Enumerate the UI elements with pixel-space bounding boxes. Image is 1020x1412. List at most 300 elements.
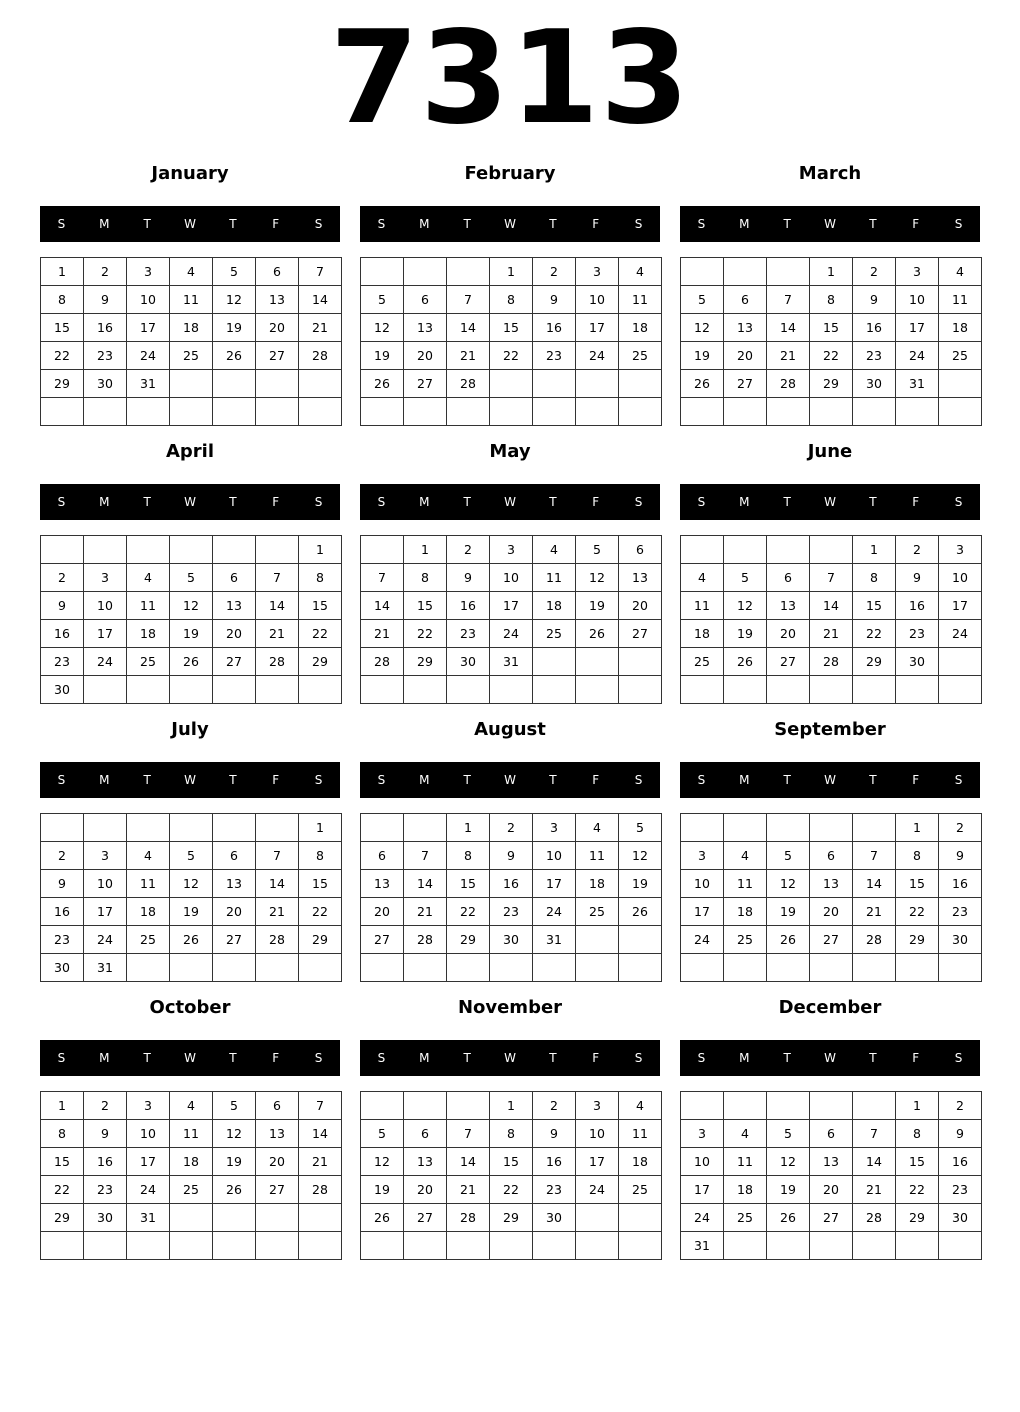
empty-cell xyxy=(213,676,256,704)
day-cell: 8 xyxy=(896,842,939,870)
day-cell: 29 xyxy=(853,648,896,676)
day-cell: 4 xyxy=(170,1092,213,1120)
week-row xyxy=(41,286,342,314)
day-cell: 21 xyxy=(299,314,342,342)
weekday-label: S xyxy=(697,495,706,509)
day-cell: 29 xyxy=(896,926,939,954)
day-cell: 14 xyxy=(853,870,896,898)
empty-cell xyxy=(127,954,170,982)
day-cell: 4 xyxy=(939,258,982,286)
day-grid xyxy=(360,813,662,982)
month-name: June xyxy=(807,441,853,462)
day-cell: 15 xyxy=(299,870,342,898)
day-cell: 27 xyxy=(256,1176,299,1204)
weekday-label: W xyxy=(184,217,196,231)
day-cell: 8 xyxy=(447,842,490,870)
day-cell: 24 xyxy=(939,620,982,648)
day-cell: 17 xyxy=(84,620,127,648)
day-cell: 27 xyxy=(361,926,404,954)
day-cell: 19 xyxy=(170,898,213,926)
day-grid xyxy=(40,257,342,426)
day-cell: 11 xyxy=(724,870,767,898)
week-row xyxy=(41,536,342,564)
day-cell: 24 xyxy=(127,1176,170,1204)
day-cell: 28 xyxy=(299,1176,342,1204)
weekday-label: S xyxy=(377,1051,386,1065)
week-row xyxy=(41,564,342,592)
empty-cell xyxy=(256,398,299,426)
day-cell: 7 xyxy=(299,258,342,286)
week-row xyxy=(361,564,662,592)
weekday-label: M xyxy=(419,1051,430,1065)
day-cell: 8 xyxy=(490,1120,533,1148)
day-cell: 31 xyxy=(896,370,939,398)
day-cell: 14 xyxy=(404,870,447,898)
day-cell: 23 xyxy=(939,898,982,926)
day-cell: 2 xyxy=(490,814,533,842)
week-row xyxy=(361,620,662,648)
day-cell: 28 xyxy=(299,342,342,370)
day-cell: 13 xyxy=(724,314,767,342)
week-row xyxy=(361,314,662,342)
day-cell: 21 xyxy=(361,620,404,648)
empty-cell xyxy=(361,1232,404,1260)
weekday-label: T xyxy=(463,1051,471,1065)
week-row xyxy=(681,954,982,982)
weekday-label: T xyxy=(143,217,151,231)
day-cell: 23 xyxy=(533,1176,576,1204)
day-cell: 29 xyxy=(299,648,342,676)
day-cell: 22 xyxy=(41,342,84,370)
week-row xyxy=(361,814,662,842)
day-cell: 15 xyxy=(41,314,84,342)
weekday-header xyxy=(680,484,980,520)
weekday-label: T xyxy=(143,1051,151,1065)
week-row xyxy=(41,1204,342,1232)
empty-cell xyxy=(619,954,662,982)
day-cell: 16 xyxy=(84,314,127,342)
week-row xyxy=(681,342,982,370)
day-cell: 28 xyxy=(256,648,299,676)
week-row xyxy=(681,926,982,954)
day-cell: 1 xyxy=(490,258,533,286)
day-cell: 13 xyxy=(810,870,853,898)
day-cell: 30 xyxy=(41,676,84,704)
day-cell: 4 xyxy=(619,1092,662,1120)
month-name: May xyxy=(489,441,531,462)
day-cell: 12 xyxy=(213,1120,256,1148)
empty-cell xyxy=(681,258,724,286)
day-cell: 15 xyxy=(447,870,490,898)
week-row xyxy=(681,370,982,398)
empty-cell xyxy=(170,398,213,426)
day-cell: 29 xyxy=(404,648,447,676)
month-name: December xyxy=(778,997,882,1018)
weekday-header xyxy=(40,484,340,520)
day-cell: 25 xyxy=(619,1176,662,1204)
weekday-label: T xyxy=(463,217,471,231)
day-cell: 27 xyxy=(767,648,810,676)
day-cell: 24 xyxy=(127,342,170,370)
day-cell: 1 xyxy=(896,1092,939,1120)
weekday-label: F xyxy=(272,773,280,787)
week-row xyxy=(681,536,982,564)
month-name: August xyxy=(474,719,546,740)
empty-cell xyxy=(256,814,299,842)
day-cell: 28 xyxy=(853,1204,896,1232)
weekday-label: S xyxy=(57,217,66,231)
day-cell: 23 xyxy=(490,898,533,926)
day-cell: 25 xyxy=(533,620,576,648)
week-row xyxy=(41,676,342,704)
day-cell: 20 xyxy=(810,898,853,926)
day-cell: 23 xyxy=(84,342,127,370)
day-cell: 10 xyxy=(576,1120,619,1148)
day-cell: 3 xyxy=(681,842,724,870)
weekday-label: S xyxy=(314,1051,323,1065)
day-cell: 25 xyxy=(724,1204,767,1232)
empty-cell xyxy=(619,370,662,398)
day-cell: 2 xyxy=(447,536,490,564)
day-cell: 26 xyxy=(576,620,619,648)
week-row xyxy=(41,592,342,620)
day-cell: 8 xyxy=(896,1120,939,1148)
empty-cell xyxy=(490,954,533,982)
week-row xyxy=(361,954,662,982)
week-row xyxy=(361,370,662,398)
empty-cell xyxy=(404,1232,447,1260)
empty-cell xyxy=(576,676,619,704)
weekday-label: S xyxy=(634,217,643,231)
day-cell: 9 xyxy=(939,842,982,870)
empty-cell xyxy=(810,1092,853,1120)
empty-cell xyxy=(170,370,213,398)
weekday-label: S xyxy=(697,1051,706,1065)
day-cell: 22 xyxy=(404,620,447,648)
weekday-label: T xyxy=(229,1051,237,1065)
day-cell: 27 xyxy=(213,648,256,676)
day-cell: 14 xyxy=(256,870,299,898)
week-row xyxy=(41,870,342,898)
day-cell: 21 xyxy=(447,1176,490,1204)
day-cell: 2 xyxy=(853,258,896,286)
day-cell: 16 xyxy=(939,870,982,898)
day-cell: 9 xyxy=(490,842,533,870)
empty-cell xyxy=(681,954,724,982)
day-cell: 29 xyxy=(299,926,342,954)
day-cell: 30 xyxy=(490,926,533,954)
day-cell: 16 xyxy=(533,314,576,342)
day-cell: 17 xyxy=(896,314,939,342)
empty-cell xyxy=(810,398,853,426)
day-cell: 22 xyxy=(299,898,342,926)
day-cell: 30 xyxy=(447,648,490,676)
weekday-label: M xyxy=(419,217,430,231)
day-cell: 11 xyxy=(170,286,213,314)
day-cell: 6 xyxy=(767,564,810,592)
day-grid xyxy=(680,1091,982,1260)
day-cell: 9 xyxy=(533,286,576,314)
day-cell: 8 xyxy=(299,842,342,870)
week-row xyxy=(361,398,662,426)
day-cell: 6 xyxy=(724,286,767,314)
weekday-header xyxy=(40,206,340,242)
empty-cell xyxy=(84,536,127,564)
day-cell: 7 xyxy=(299,1092,342,1120)
day-cell: 2 xyxy=(84,1092,127,1120)
empty-cell xyxy=(170,814,213,842)
weekday-label: M xyxy=(739,217,750,231)
weekday-header xyxy=(680,206,980,242)
day-cell: 21 xyxy=(767,342,810,370)
empty-cell xyxy=(853,676,896,704)
day-cell: 10 xyxy=(681,1148,724,1176)
day-cell: 12 xyxy=(361,314,404,342)
week-row xyxy=(361,1176,662,1204)
empty-cell xyxy=(939,954,982,982)
day-cell: 27 xyxy=(256,342,299,370)
day-cell: 20 xyxy=(213,620,256,648)
day-cell: 13 xyxy=(213,592,256,620)
empty-cell xyxy=(724,954,767,982)
day-cell: 17 xyxy=(490,592,533,620)
empty-cell xyxy=(41,814,84,842)
day-cell: 2 xyxy=(533,258,576,286)
month-name: January xyxy=(151,163,229,184)
weekday-label: W xyxy=(184,495,196,509)
day-cell: 6 xyxy=(213,564,256,592)
empty-cell xyxy=(213,954,256,982)
day-cell: 3 xyxy=(939,536,982,564)
empty-cell xyxy=(404,814,447,842)
day-cell: 28 xyxy=(404,926,447,954)
weekday-label: F xyxy=(912,773,920,787)
day-cell: 19 xyxy=(724,620,767,648)
empty-cell xyxy=(404,676,447,704)
month-name: February xyxy=(464,163,556,184)
day-cell: 11 xyxy=(619,1120,662,1148)
empty-cell xyxy=(84,676,127,704)
day-cell: 7 xyxy=(256,842,299,870)
day-cell: 1 xyxy=(896,814,939,842)
day-cell: 5 xyxy=(361,1120,404,1148)
weekday-label: S xyxy=(954,495,963,509)
day-cell: 5 xyxy=(213,1092,256,1120)
day-cell: 5 xyxy=(767,842,810,870)
day-cell: 7 xyxy=(853,1120,896,1148)
empty-cell xyxy=(576,1204,619,1232)
weekday-label: S xyxy=(954,1051,963,1065)
day-cell: 15 xyxy=(41,1148,84,1176)
day-cell: 9 xyxy=(84,286,127,314)
weekday-label: S xyxy=(377,773,386,787)
day-cell: 16 xyxy=(447,592,490,620)
day-grid xyxy=(40,813,342,982)
day-cell: 22 xyxy=(896,1176,939,1204)
day-cell: 7 xyxy=(447,1120,490,1148)
day-cell: 29 xyxy=(810,370,853,398)
month-name: March xyxy=(798,163,862,184)
empty-cell xyxy=(361,258,404,286)
weekday-header xyxy=(680,1040,980,1076)
week-row xyxy=(361,1232,662,1260)
empty-cell xyxy=(84,1232,127,1260)
week-row xyxy=(681,398,982,426)
day-cell: 18 xyxy=(533,592,576,620)
day-cell: 12 xyxy=(767,870,810,898)
weekday-label: F xyxy=(912,217,920,231)
day-cell: 6 xyxy=(404,286,447,314)
weekday-label: T xyxy=(143,495,151,509)
day-cell: 16 xyxy=(896,592,939,620)
empty-cell xyxy=(127,398,170,426)
empty-cell xyxy=(853,398,896,426)
day-cell: 30 xyxy=(84,370,127,398)
day-cell: 23 xyxy=(447,620,490,648)
empty-cell xyxy=(724,258,767,286)
day-cell: 22 xyxy=(810,342,853,370)
weekday-label: W xyxy=(504,773,516,787)
day-cell: 14 xyxy=(361,592,404,620)
day-cell: 1 xyxy=(853,536,896,564)
day-cell: 10 xyxy=(127,1120,170,1148)
day-cell: 9 xyxy=(84,1120,127,1148)
empty-cell xyxy=(361,676,404,704)
day-cell: 10 xyxy=(127,286,170,314)
day-cell: 10 xyxy=(84,592,127,620)
day-cell: 22 xyxy=(41,1176,84,1204)
day-cell: 24 xyxy=(576,342,619,370)
day-cell: 18 xyxy=(170,1148,213,1176)
weekday-label: M xyxy=(419,495,430,509)
weekday-label: M xyxy=(739,773,750,787)
day-cell: 16 xyxy=(41,898,84,926)
empty-cell xyxy=(447,258,490,286)
day-cell: 20 xyxy=(404,1176,447,1204)
week-row xyxy=(41,842,342,870)
week-row xyxy=(361,286,662,314)
day-cell: 25 xyxy=(127,648,170,676)
day-cell: 7 xyxy=(256,564,299,592)
day-cell: 9 xyxy=(41,870,84,898)
day-cell: 21 xyxy=(810,620,853,648)
empty-cell xyxy=(939,648,982,676)
day-cell: 4 xyxy=(681,564,724,592)
day-cell: 25 xyxy=(619,342,662,370)
day-cell: 2 xyxy=(939,814,982,842)
day-cell: 13 xyxy=(404,1148,447,1176)
day-cell: 30 xyxy=(939,926,982,954)
empty-cell xyxy=(724,536,767,564)
week-row xyxy=(681,898,982,926)
day-cell: 29 xyxy=(447,926,490,954)
day-cell: 21 xyxy=(853,1176,896,1204)
weekday-label: T xyxy=(549,495,557,509)
week-row xyxy=(361,258,662,286)
weekday-label: M xyxy=(99,217,110,231)
empty-cell xyxy=(127,676,170,704)
weekday-label: M xyxy=(99,1051,110,1065)
day-cell: 18 xyxy=(724,898,767,926)
day-cell: 26 xyxy=(767,926,810,954)
day-cell: 14 xyxy=(447,314,490,342)
day-cell: 25 xyxy=(681,648,724,676)
day-cell: 15 xyxy=(896,1148,939,1176)
week-row xyxy=(681,676,982,704)
empty-cell xyxy=(299,398,342,426)
empty-cell xyxy=(127,1232,170,1260)
day-cell: 18 xyxy=(576,870,619,898)
empty-cell xyxy=(681,676,724,704)
empty-cell xyxy=(767,676,810,704)
day-cell: 23 xyxy=(853,342,896,370)
day-grid xyxy=(680,535,982,704)
day-cell: 11 xyxy=(533,564,576,592)
week-row xyxy=(681,1092,982,1120)
day-cell: 13 xyxy=(619,564,662,592)
day-cell: 14 xyxy=(299,1120,342,1148)
day-cell: 3 xyxy=(84,842,127,870)
day-cell: 26 xyxy=(170,648,213,676)
day-cell: 2 xyxy=(41,564,84,592)
day-cell: 11 xyxy=(681,592,724,620)
day-cell: 29 xyxy=(41,370,84,398)
day-cell: 17 xyxy=(576,314,619,342)
day-cell: 12 xyxy=(724,592,767,620)
day-cell: 10 xyxy=(681,870,724,898)
day-cell: 19 xyxy=(361,342,404,370)
day-cell: 27 xyxy=(213,926,256,954)
day-cell: 28 xyxy=(447,370,490,398)
day-cell: 24 xyxy=(896,342,939,370)
week-row xyxy=(41,258,342,286)
day-cell: 10 xyxy=(84,870,127,898)
empty-cell xyxy=(447,1092,490,1120)
week-row xyxy=(681,592,982,620)
day-cell: 8 xyxy=(490,286,533,314)
day-cell: 18 xyxy=(939,314,982,342)
week-row xyxy=(41,620,342,648)
day-cell: 26 xyxy=(619,898,662,926)
day-cell: 19 xyxy=(681,342,724,370)
empty-cell xyxy=(170,536,213,564)
week-row xyxy=(361,898,662,926)
weekday-label: S xyxy=(697,217,706,231)
empty-cell xyxy=(41,1232,84,1260)
weekday-header xyxy=(360,484,660,520)
day-cell: 23 xyxy=(41,926,84,954)
day-cell: 9 xyxy=(939,1120,982,1148)
week-row xyxy=(361,648,662,676)
day-cell: 19 xyxy=(576,592,619,620)
day-cell: 29 xyxy=(896,1204,939,1232)
day-cell: 31 xyxy=(681,1232,724,1260)
day-cell: 28 xyxy=(810,648,853,676)
empty-cell xyxy=(576,370,619,398)
empty-cell xyxy=(939,398,982,426)
day-cell: 11 xyxy=(127,592,170,620)
empty-cell xyxy=(361,954,404,982)
empty-cell xyxy=(170,1232,213,1260)
day-cell: 6 xyxy=(361,842,404,870)
day-cell: 22 xyxy=(447,898,490,926)
day-cell: 3 xyxy=(533,814,576,842)
week-row xyxy=(681,1232,982,1260)
empty-cell xyxy=(361,814,404,842)
day-cell: 24 xyxy=(84,926,127,954)
day-cell: 20 xyxy=(404,342,447,370)
day-cell: 22 xyxy=(896,898,939,926)
